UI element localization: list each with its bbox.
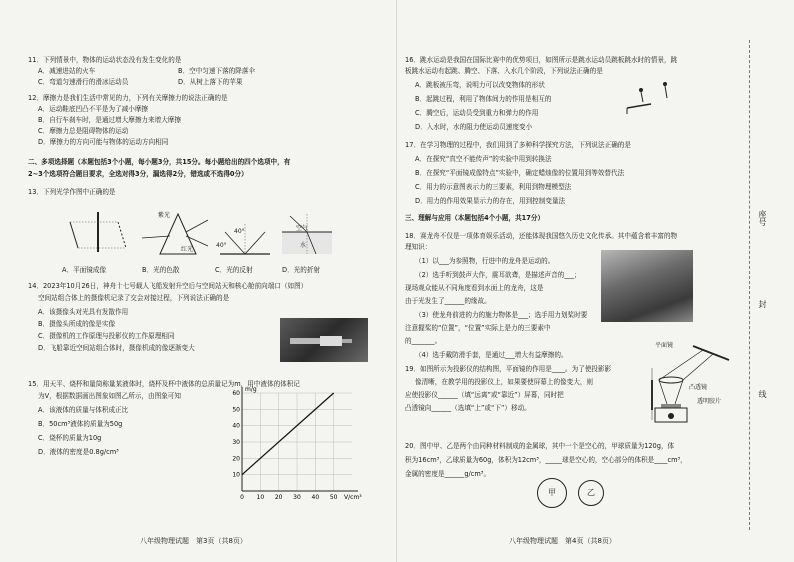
q15-stem: 15．用天平、烧杯和量筒称量某液体时，烧杯及杯中液体的总质量记为m，用中液体的体积记 [28, 380, 300, 388]
q17-option-b: B．在探究“平面镜成像特点”实验中，确定蜡烛像的位置用到等效替代法 [415, 169, 625, 177]
q14-stem: 14．2023年10月26日，神舟十七号载人飞船发射升空后与空间站天和核心舱前向端口（如图） [28, 282, 308, 290]
x-tick-label: 20 [274, 494, 283, 501]
q16-option-d: D．入水时，水的阻力使运动员速度变小 [415, 123, 533, 131]
q19-line2: 像清晰，在教学用的投影仪上，如果要使屏幕上的像变大，则 [415, 378, 594, 386]
q13-option-b: B．光的色散 [142, 266, 180, 274]
q11-option-c: C．弯道匀速滑行的滑冰运动员 [38, 78, 129, 86]
y-tick-label: 40 [232, 422, 240, 430]
x-tick-label: 10 [256, 494, 265, 501]
diagram-refraction [282, 214, 332, 254]
y-tick-label: 10 [232, 471, 240, 479]
label-convex-lens: 凸透镜 [689, 384, 708, 391]
binding-line-label: 线 [758, 390, 767, 398]
q15-line2: 为V，根据数据画出图象如图乙所示，由图象可知 [38, 392, 181, 400]
q15-option-d: D．液体的密度是0.8g/cm³ [38, 448, 119, 456]
q12-option-c: C．摩擦力总是阻碍物体的运动 [38, 127, 129, 135]
diagram-plane-mirror [70, 212, 126, 252]
q14-option-d: D．飞船靠近空间站组合体时，摄像机成的像逐渐变大 [38, 344, 195, 352]
q19-stem: 19．如图所示为投影仪的结构图，平面镜的作用是____。为了使投影影 [405, 365, 612, 373]
q20-line3: 金属的密度是______g/cm³。 [405, 470, 491, 478]
q17-option-c: C．用力的示意图表示力的三要素，利用到物理模型法 [415, 183, 572, 191]
mass-volume-chart [228, 383, 368, 501]
q15-option-a: A．该液体的质量与体积成正比 [38, 406, 129, 414]
q17-option-a: A．在探究“真空不能传声”的实验中用到转换法 [415, 155, 552, 163]
q17-option-d: D．用力的作用效果显示力的存在，用到控制变量法 [415, 197, 566, 205]
q12-stem: 12．摩擦力是我们生活中常见的力，下列有关摩擦力的说法正确的是 [28, 94, 228, 102]
q18-part2: （2）选手听到鼓声大作，震耳欲聋，是描述声音的___； [415, 271, 581, 279]
q14-line2: 空间站组合体上的摄像机记录了交会对接过程，下列说法正确的是 [38, 294, 230, 302]
q15-option-b: B．50cm³液体的质量为50g [38, 420, 123, 428]
q19-line3: 应使投影仪______（填“远离”或“靠近”）屏幕，同时把 [405, 391, 564, 399]
q11-option-d: D．从树上落下的苹果 [178, 78, 243, 86]
q19-line4: 凸透镜向______（选填“上”或“下”）移动。 [405, 404, 531, 412]
q20-stem: 20．图中甲、乙是两个由同种材料制成的金属球，其中一个是空心的，甲球质量为120g，体 [405, 442, 675, 450]
binding-seal: 封 [758, 300, 767, 308]
q13-option-d: D．光的折射 [282, 266, 321, 274]
x-tick-label: 40 [311, 494, 320, 501]
q12-option-a: A．运动鞋底凹凸不平是为了减小摩擦 [38, 105, 149, 113]
q13-option-a: A．平面镜成像 [62, 266, 107, 274]
binding-seat: 座号 [758, 210, 767, 226]
q14-option-a: A．该摄像头对光具有发散作用 [38, 308, 129, 316]
x-axis-label: V/cm³ [344, 494, 362, 501]
left-page [0, 0, 396, 562]
diagram-reflection [220, 224, 270, 254]
q18-line2: 理知识： [405, 243, 432, 251]
q18-part1: （1）以___为参照物，行进中的龙舟是运动的。 [415, 257, 555, 265]
q18-part3: （3）使龙舟前进的力的施力物体是___；选手用力划桨时要 [415, 311, 588, 319]
label-slide: 透明胶片 [697, 398, 722, 405]
label-red: 红光 [181, 246, 194, 253]
q11-option-b: B．空中匀速下落的降落伞 [178, 67, 256, 75]
label-air: 空气 [296, 225, 309, 232]
ball-yi: 乙 [578, 480, 604, 506]
label-water: 水 [300, 242, 307, 249]
space-station-photo [280, 318, 368, 362]
y-tick-label: 60 [232, 390, 240, 397]
right-footer: 八年级物理试题 第4页（共8页） [509, 537, 616, 545]
q18-part4: （4）选手戴防滑手套，是通过___增大有益摩擦的。 [415, 351, 568, 359]
label-plane-mirror: 平面镜 [655, 342, 674, 349]
section2-title: 二、多项选择题（本题包括3个小题，每小题3分，共15分。每小题给出的四个选项中，有 [28, 158, 291, 166]
section2-instructions: 2~3个选项符合题目要求，全选对得3分，漏选得2分，错选或不选得0分） [28, 170, 248, 178]
left-footer: 八年级物理试题 第3页（共8页） [140, 537, 247, 545]
dragon-boat-photo [601, 250, 693, 322]
q18-part3-line3: 的_______。 [405, 337, 442, 345]
q14-option-b: B．摄像头所成的像是实像 [38, 320, 116, 328]
right-page [397, 0, 794, 562]
q13-optics-diagrams [60, 210, 360, 270]
ball-jia: 甲 [537, 478, 567, 508]
y-tick-label: 30 [232, 439, 240, 446]
q11-stem: 11．下列情景中，物体的运动状态没有发生变化的是 [28, 56, 182, 64]
binding-line [749, 40, 750, 530]
x-tick-label: 30 [293, 494, 301, 501]
q15-option-c: C．烧杯的质量为10g [38, 434, 102, 442]
q16-option-a: A．跳板被压弯，说明力可以改变物体的形状 [415, 81, 545, 89]
y-axis-label: m/g [245, 386, 257, 393]
projector-diagram [633, 340, 733, 434]
q18-part3-line2: 注意握桨的“位置”，“位置”实际上是力的三要素中 [405, 324, 551, 332]
q12-option-b: B．自行车刹车时，是通过增大摩擦力来增大摩擦 [38, 116, 181, 124]
label-angle1: 40° [216, 242, 227, 249]
x-tick-label: 0 [240, 494, 244, 501]
q12-option-d: D．摩擦力的方向可能与物体的运动方向相同 [38, 138, 169, 146]
label-angle2: 40° [234, 228, 245, 235]
q11-option-a: A．减速进站的火车 [38, 67, 96, 75]
x-tick-label: 50 [329, 494, 338, 501]
diving-figure [625, 78, 681, 116]
q18-part2-line2: 现场观众能从不同角度看到水面上的龙舟，这是 [405, 284, 544, 292]
q16-stem: 16．跳水运动是我国在国际比赛中的优势项目，如图所示是跳水运动员跳板跳水时的情景，跳 [405, 56, 678, 64]
y-tick-label: 50 [232, 406, 240, 414]
series-line [242, 393, 334, 475]
q16-option-b: B．起跳过程，利用了物体间力的作用是相互的 [415, 95, 552, 103]
y-tick-label: 20 [232, 455, 240, 463]
q16-option-c: C．腾空后，运动员受到重力和弹力的作用 [415, 109, 539, 117]
q16-line2: 板跳水运动有起跳、腾空、下落、入水几个阶段，下列说法正确的是 [405, 67, 603, 75]
q14-option-c: C．摄像机的工作原理与投影仪的工作原理相同 [38, 332, 175, 340]
q18-part2-line3: 由于光发生了______的缘故。 [405, 297, 491, 305]
section3-title: 三、理解与应用（本题包括4个小题，共17分） [405, 214, 545, 222]
label-purple: 紫光 [158, 212, 171, 219]
q20-line2: 积为16cm³，乙球质量为60g，体积为12cm³，_____球是空心的，空心部分的体积是____cm³， [405, 456, 687, 464]
q13-option-c: C．光的反射 [215, 266, 253, 274]
q13-stem: 13．下列光学作图中正确的是 [28, 188, 116, 196]
diagram-prism [142, 214, 208, 254]
q18-stem: 18．赛龙舟不仅是一项体育娱乐活动，还能体现我国悠久历史文化传承。其中蕴含着丰富的物 [405, 232, 678, 240]
q17-stem: 17．在学习物理的过程中，我们用到了多种科学探究方法，下列说法正确的是 [405, 141, 631, 149]
